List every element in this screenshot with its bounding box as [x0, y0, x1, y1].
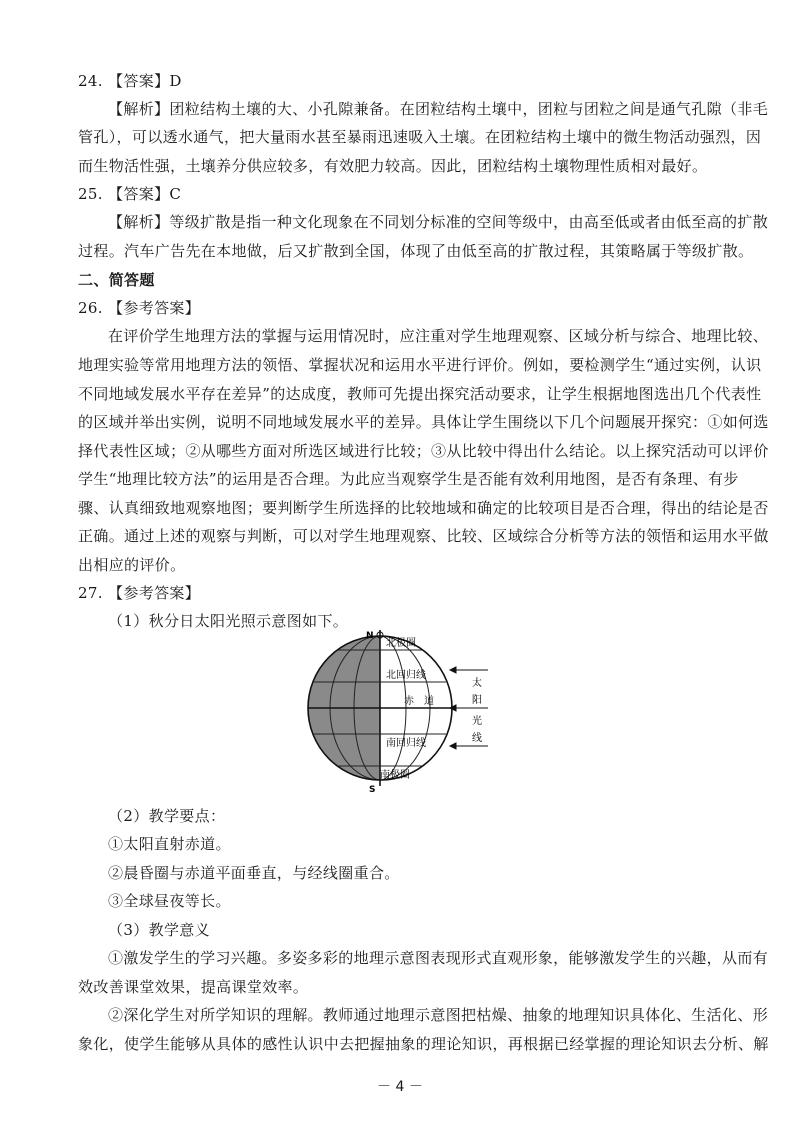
- q26-body-line: 地理实验等常用地理方法的领悟、掌握状况和运用水平进行评价。例如，要检测学生“通过实例，认识: [78, 356, 762, 374]
- q27-point: ②晨昏圈与赤道平面垂直，与经线圈重合。: [108, 864, 400, 882]
- tropic-cancer-label: 北回归线: [386, 670, 426, 681]
- arctic-circle-label: 北极圈: [386, 638, 416, 649]
- q27-part3: （3）教学意义: [108, 921, 210, 939]
- sunlight-label-char: 光: [472, 716, 482, 727]
- q25-analysis-line: 过程。汽车广告先在本地做，后又扩散到全国，体现了由低至高的扩散过程，其策略属于等级扩散。: [78, 242, 754, 260]
- q26-body-line: 骤、认真细致地观察地图；要判断学生所选择的比较地域和确定的比较项目是否合理，得出的结论是否: [78, 499, 769, 517]
- q25-answer: 25. 【答案】C: [78, 185, 182, 203]
- q27-meaning-line: ②深化学生对所学知识的理解。教师通过地理示意图把枯燥、抽象的地理知识具体化、生活化、形: [108, 1006, 769, 1024]
- section-title: 二、简答题: [78, 271, 155, 289]
- antarctic-circle-label: 南极圈: [380, 770, 410, 781]
- equator-label: 赤 道: [404, 696, 434, 707]
- sunlight-label-char: 太: [472, 678, 482, 689]
- q24-analysis-line: 管孔），可以透水通气，把大量雨水甚至暴雨迅速吸入土壤。在团粒结构土壤中的微生物活动强烈，因: [78, 128, 762, 146]
- q27-part1: （1）秋分日太阳光照示意图如下。: [108, 612, 349, 630]
- q27-part2: （2）教学要点：: [108, 807, 226, 825]
- sunlight-label-char: 阳: [472, 695, 482, 706]
- north-label: N: [366, 631, 374, 641]
- q26-body-line: 学生“地理比较方法”的运用是否合理。为此应当观察学生是否能有效利用地图，是否有条理、有步: [78, 470, 739, 488]
- q27-point: ③全球昼夜等长。: [108, 892, 231, 910]
- tropic-capricorn-label: 南回归线: [386, 738, 426, 749]
- q26-answer: 26. 【参考答案】: [78, 299, 201, 317]
- q26-body-line: 不同地域发展水平存在差异”的达成度，教师可先提出探究活动要求，让学生根据地图选出几个代表性: [78, 385, 762, 403]
- equinox-sunlight-diagram: [300, 626, 500, 796]
- q27-meaning-line: 象化，使学生能够从具体的感性认识中去把握抽象的理论知识，再根据已经掌握的理论知识去分析、解: [78, 1035, 769, 1053]
- page-number: － 4 －: [377, 1079, 423, 1095]
- q26-body-line: 出相应的评价。: [78, 556, 186, 574]
- q26-body-line: 正确。通过上述的观察与判断，可以对学生地理观察、比较、区域综合分析等方法的领悟和运用水平做: [78, 527, 769, 545]
- q24-answer: 24. 【答案】D: [78, 72, 182, 90]
- south-label: S: [369, 785, 376, 795]
- q24-analysis-line: 【解析】团粒结构土壤的大、小孔隙兼备。在团粒结构土壤中，团粒与团粒之间是通气孔隙（非毛: [108, 100, 769, 118]
- q27-point: ①太阳直射赤道。: [108, 835, 231, 853]
- q27-meaning-line: ①激发学生的学习兴趣。多姿多彩的地理示意图表现形式直观形象，能够激发学生的兴趣，从而有: [108, 949, 769, 967]
- q24-analysis-line: 而生物活性强，土壤养分供应较多，有效肥力较高。因此，团粒结构土壤物理性质相对最好。: [78, 157, 708, 175]
- q25-analysis-line: 【解析】等级扩散是指一种文化现象在不同划分标准的空间等级中，由高至低或者由低至高的扩散: [108, 213, 769, 231]
- q26-body-line: 的区域并举出实例，说明不同地域发展水平的差异。具体让学生围绕以下几个问题展开探究：①如何选: [78, 413, 769, 431]
- q27-answer: 27. 【参考答案】: [78, 584, 201, 602]
- q27-meaning-line: 效改善课堂效果，提高课堂效率。: [78, 978, 309, 996]
- q26-body-line: 择代表性区域；②从哪些方面对所选区域进行比较；③从比较中得出什么结论。以上探究活动可以评价: [78, 442, 769, 460]
- sunlight-label-char: 线: [472, 733, 482, 744]
- q26-body-line: 在评价学生地理方法的掌握与运用情况时，应注重对学生地理观察、区域分析与综合、地理比较、: [108, 327, 769, 345]
